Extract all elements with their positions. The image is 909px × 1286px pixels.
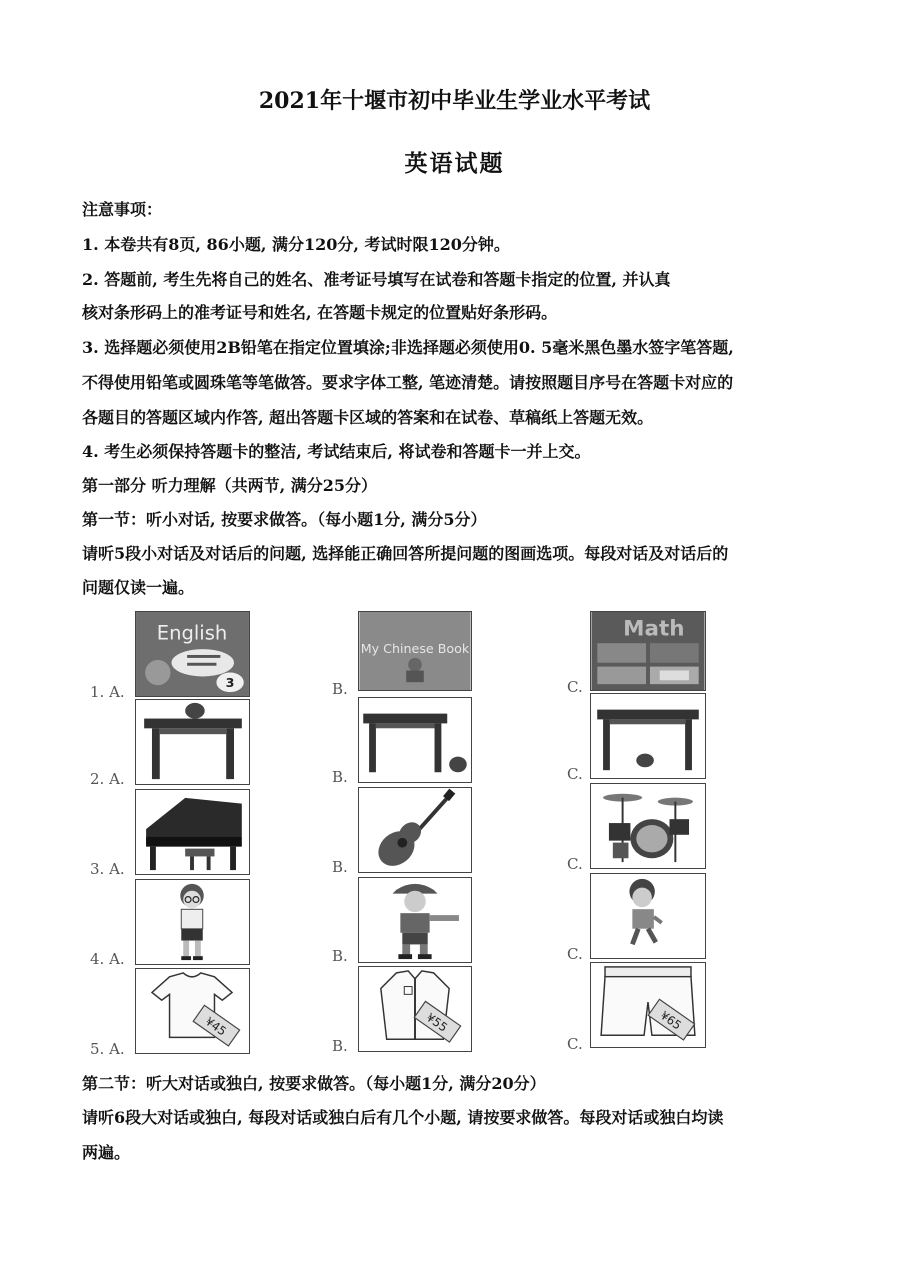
q2-option-c-label: C. <box>567 765 583 783</box>
chinese-book-icon <box>358 611 472 691</box>
boy-running-icon <box>590 873 706 959</box>
shorts-icon <box>590 962 706 1048</box>
q4-option-c-label: C. <box>567 945 583 963</box>
q5-option-a-label: 5. A. <box>90 1040 125 1058</box>
note-line: 1. 本卷共有8页, 86小题, 满分120分, 考试时限120分钟。 <box>82 235 510 254</box>
section2-instruction: 两遍。 <box>82 1143 131 1162</box>
note-line: 2. 答题前, 考生先将自己的姓名、准考证号填写在试卷和答题卡指定的位置, 并认真 <box>82 270 671 289</box>
exam-subtitle: 英语试题 <box>404 150 505 177</box>
q3-option-a-label: 3. A. <box>90 860 125 878</box>
note-line: 不得使用铅笔或圆珠笔等笔做答。要求字体工整, 笔迹清楚。请按照题目序号在答题卡对应的 <box>82 373 734 392</box>
q2-option-a-label: 2. A. <box>90 770 125 788</box>
section1-instruction: 请听5段小对话及对话后的问题, 选择能正确回答所提问题的图画选项。每段对话及对话后的 <box>82 544 729 563</box>
note-line: 各题目的答题区域内作答, 超出答题卡区域的答案和在试卷、草稿纸上答题无效。 <box>82 408 654 427</box>
note-line: 3. 选择题必须使用2B铅笔在指定位置填涂;非选择题必须使用0. 5毫米黑色墨水签字笔答题, <box>82 338 734 357</box>
section1-instruction: 问题仅读一遍。 <box>82 578 195 597</box>
drum-kit-icon <box>590 783 706 869</box>
chinese-book-title: My Chinese Book <box>360 640 470 656</box>
guitar-icon <box>358 787 472 873</box>
q1-option-c-label: C. <box>567 678 583 696</box>
t-shirt-icon <box>135 968 250 1054</box>
section2-instruction: 请听6段大对话或独白, 每段对话或独白后有几个小题, 请按要求做答。每段对话或独白均读 <box>82 1108 724 1127</box>
ball-on-table-icon <box>135 699 250 785</box>
price-tag-c: ¥65 <box>657 1008 685 1033</box>
q1-option-b-label: B. <box>332 680 348 698</box>
q4-option-a-label: 4. A. <box>90 950 125 968</box>
piano-icon <box>135 789 250 875</box>
math-book-title: Math <box>623 616 685 642</box>
shirt-icon <box>358 966 472 1052</box>
q3-option-b-label: B. <box>332 858 348 876</box>
boy-cap-icon <box>358 877 472 963</box>
q5-option-b-label: B. <box>332 1037 348 1055</box>
section1-heading: 第一节：听小对话, 按要求做答。（每小题1分, 满分5分） <box>82 510 487 529</box>
english-book-grade: 3 <box>225 675 235 691</box>
english-book-icon <box>135 611 250 697</box>
q3-option-c-label: C. <box>567 855 583 873</box>
q1-option-a-label: 1. A. <box>90 683 125 701</box>
q5-option-c-label: C. <box>567 1035 583 1053</box>
boy-glasses-icon <box>135 879 250 965</box>
q4-option-b-label: B. <box>332 947 348 965</box>
notes-heading: 注意事项： <box>82 200 163 219</box>
note-line: 4. 考生必须保持答题卡的整洁, 考试结束后, 将试卷和答题卡一并上交。 <box>82 442 591 461</box>
math-book-icon <box>590 611 706 691</box>
english-book-title: English <box>156 621 228 645</box>
part1-heading: 第一部分 听力理解（共两节, 满分25分） <box>82 476 377 495</box>
q2-option-b-label: B. <box>332 768 348 786</box>
ball-beside-table-icon <box>358 697 472 783</box>
exam-title: 2021年十堰市初中毕业生学业水平考试 <box>258 88 651 114</box>
ball-under-table-icon <box>590 693 706 779</box>
note-line: 核对条形码上的准考证号和姓名, 在答题卡规定的位置贴好条形码。 <box>82 303 558 322</box>
section2-heading: 第二节：听大对话或独白, 按要求做答。（每小题1分, 满分20分） <box>82 1074 546 1093</box>
price-tag-a: ¥45 <box>202 1014 230 1039</box>
price-tag-b: ¥55 <box>423 1010 451 1035</box>
